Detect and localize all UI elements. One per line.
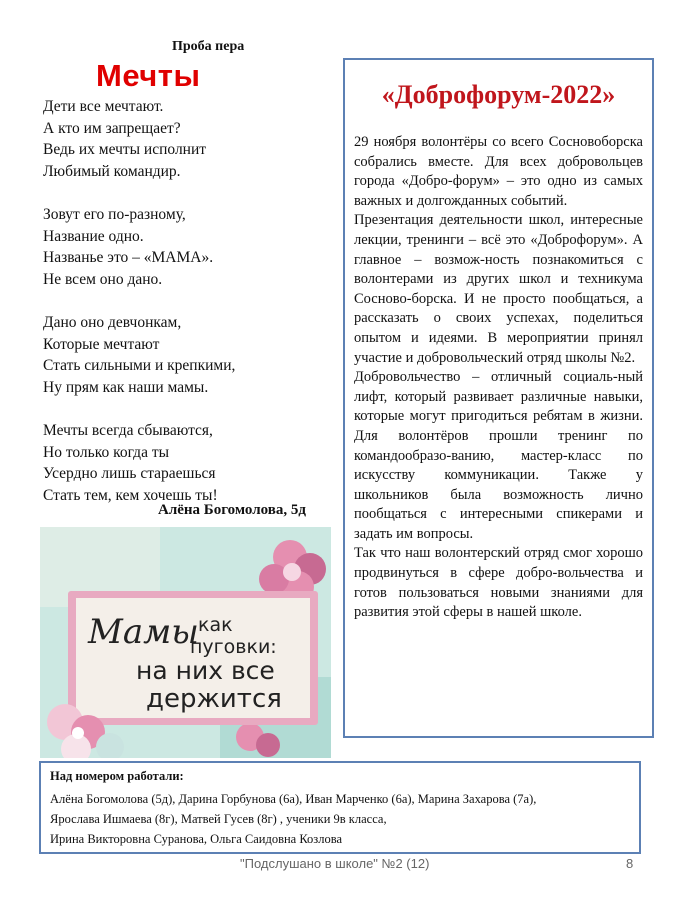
poem-line: А кто им запрещает?: [43, 119, 181, 137]
poem-line: Дано оно девчонкам,: [43, 314, 182, 331]
article-paragraph: Презентация деятельности школ, интересные лекции, тренинги – всё это «Доброфорум». А главное – возмож-ность познакомиться с волонтерами из других школ и техникума Сосново-борска. И не просто пообщаться, а рассказать о своих успехах, поделиться опытом и идеями. В мероприятии принял участие и добровольческий отряд школы №2.: [354, 212, 643, 366]
illustration-line-3: на них все: [136, 656, 275, 685]
poem-stanza: [43, 420, 333, 506]
poem-line: Мечты всегда сбываются,: [43, 422, 213, 439]
poem-line: Стать сильными и крепкими,: [43, 357, 236, 374]
mothers-day-illustration: [40, 527, 331, 758]
poem-text: [43, 96, 333, 528]
poem-line: Но только когда ты: [43, 443, 170, 461]
poem-author: Алёна Богомолова, 5д: [158, 502, 306, 518]
poem-line: Любимый командир.: [43, 162, 181, 180]
poem-line: Дети все мечтают.: [43, 98, 164, 115]
poem-title: Мечты: [96, 58, 201, 93]
illustration-line-1: Мамы: [88, 612, 199, 652]
article-body: [354, 133, 643, 623]
illustration-line-1-small: как: [198, 614, 233, 636]
article-title: «Доброфорум-2022»: [381, 80, 616, 109]
illustration-line-2: пуговки:: [190, 636, 277, 658]
illustration-line-4: держится: [146, 684, 282, 714]
poem-stanza: [43, 96, 333, 182]
article-box: [343, 58, 654, 738]
credits-line: Ирина Викторовна Суранова, Ольга Саидовна Козлова: [50, 832, 343, 846]
section-label: Проба пера: [172, 39, 245, 54]
article-paragraph: Так что наш волонтерский отряд смог хорошо продвинуться в сфере добро-вольчества и готов пользоваться новыми знаниями для развития этой сферы в нашей школе.: [354, 545, 643, 621]
credits-list: [50, 789, 536, 849]
credits-line: Ярослава Ишмаева (8г), Матвей Гусев (8г) , ученики 9в класса,: [50, 812, 387, 826]
poem-line: Зовут его по-разному,: [43, 206, 186, 223]
poem-stanza: [43, 204, 333, 290]
poem-line: Название одно.: [43, 227, 144, 245]
credits-heading: Над номером работали:: [50, 769, 184, 783]
credits-box: [39, 761, 641, 854]
page-number: 8: [626, 856, 634, 871]
poem-line: Которые мечтают: [43, 335, 160, 353]
article-paragraph: 29 ноября волонтёры со всего Сосновоборска собрались вместе. Для всех добровольцев города «Добро-форум» – это одно из самых важных и долгожданных событий.: [354, 134, 643, 209]
credits-line: Алёна Богомолова (5д), Дарина Горбунова (6а), Иван Марченко (6а), Марина Захарова (7а),: [50, 792, 537, 806]
poem-line: Ну прям как наши мамы.: [43, 378, 209, 396]
poem-stanza: [43, 312, 333, 398]
poem-line: Усердно лишь стараешься: [43, 465, 216, 482]
article-paragraph: Добровольчество – отличный социаль-ный лифт, который развивает различные навыки, которые могут пригодиться ребятам в жизни. Для волонтёров прошли тренинг по командообразо-ванию, мастер-класс по искусству коммуникации. Также у школьников была возможность лично пообщаться с интересными спикерами и задать им вопросы.: [354, 369, 643, 542]
poem-line: Ведь их мечты исполнит: [43, 141, 207, 158]
poem-line: Не всем оно дано.: [43, 270, 163, 288]
poem-line: Стать тем, кем хочешь ты!: [43, 486, 218, 504]
footer-publication: "Подслушано в школе" №2 (12): [240, 856, 430, 871]
poem-line: Названье это – «МАМА».: [43, 249, 214, 266]
